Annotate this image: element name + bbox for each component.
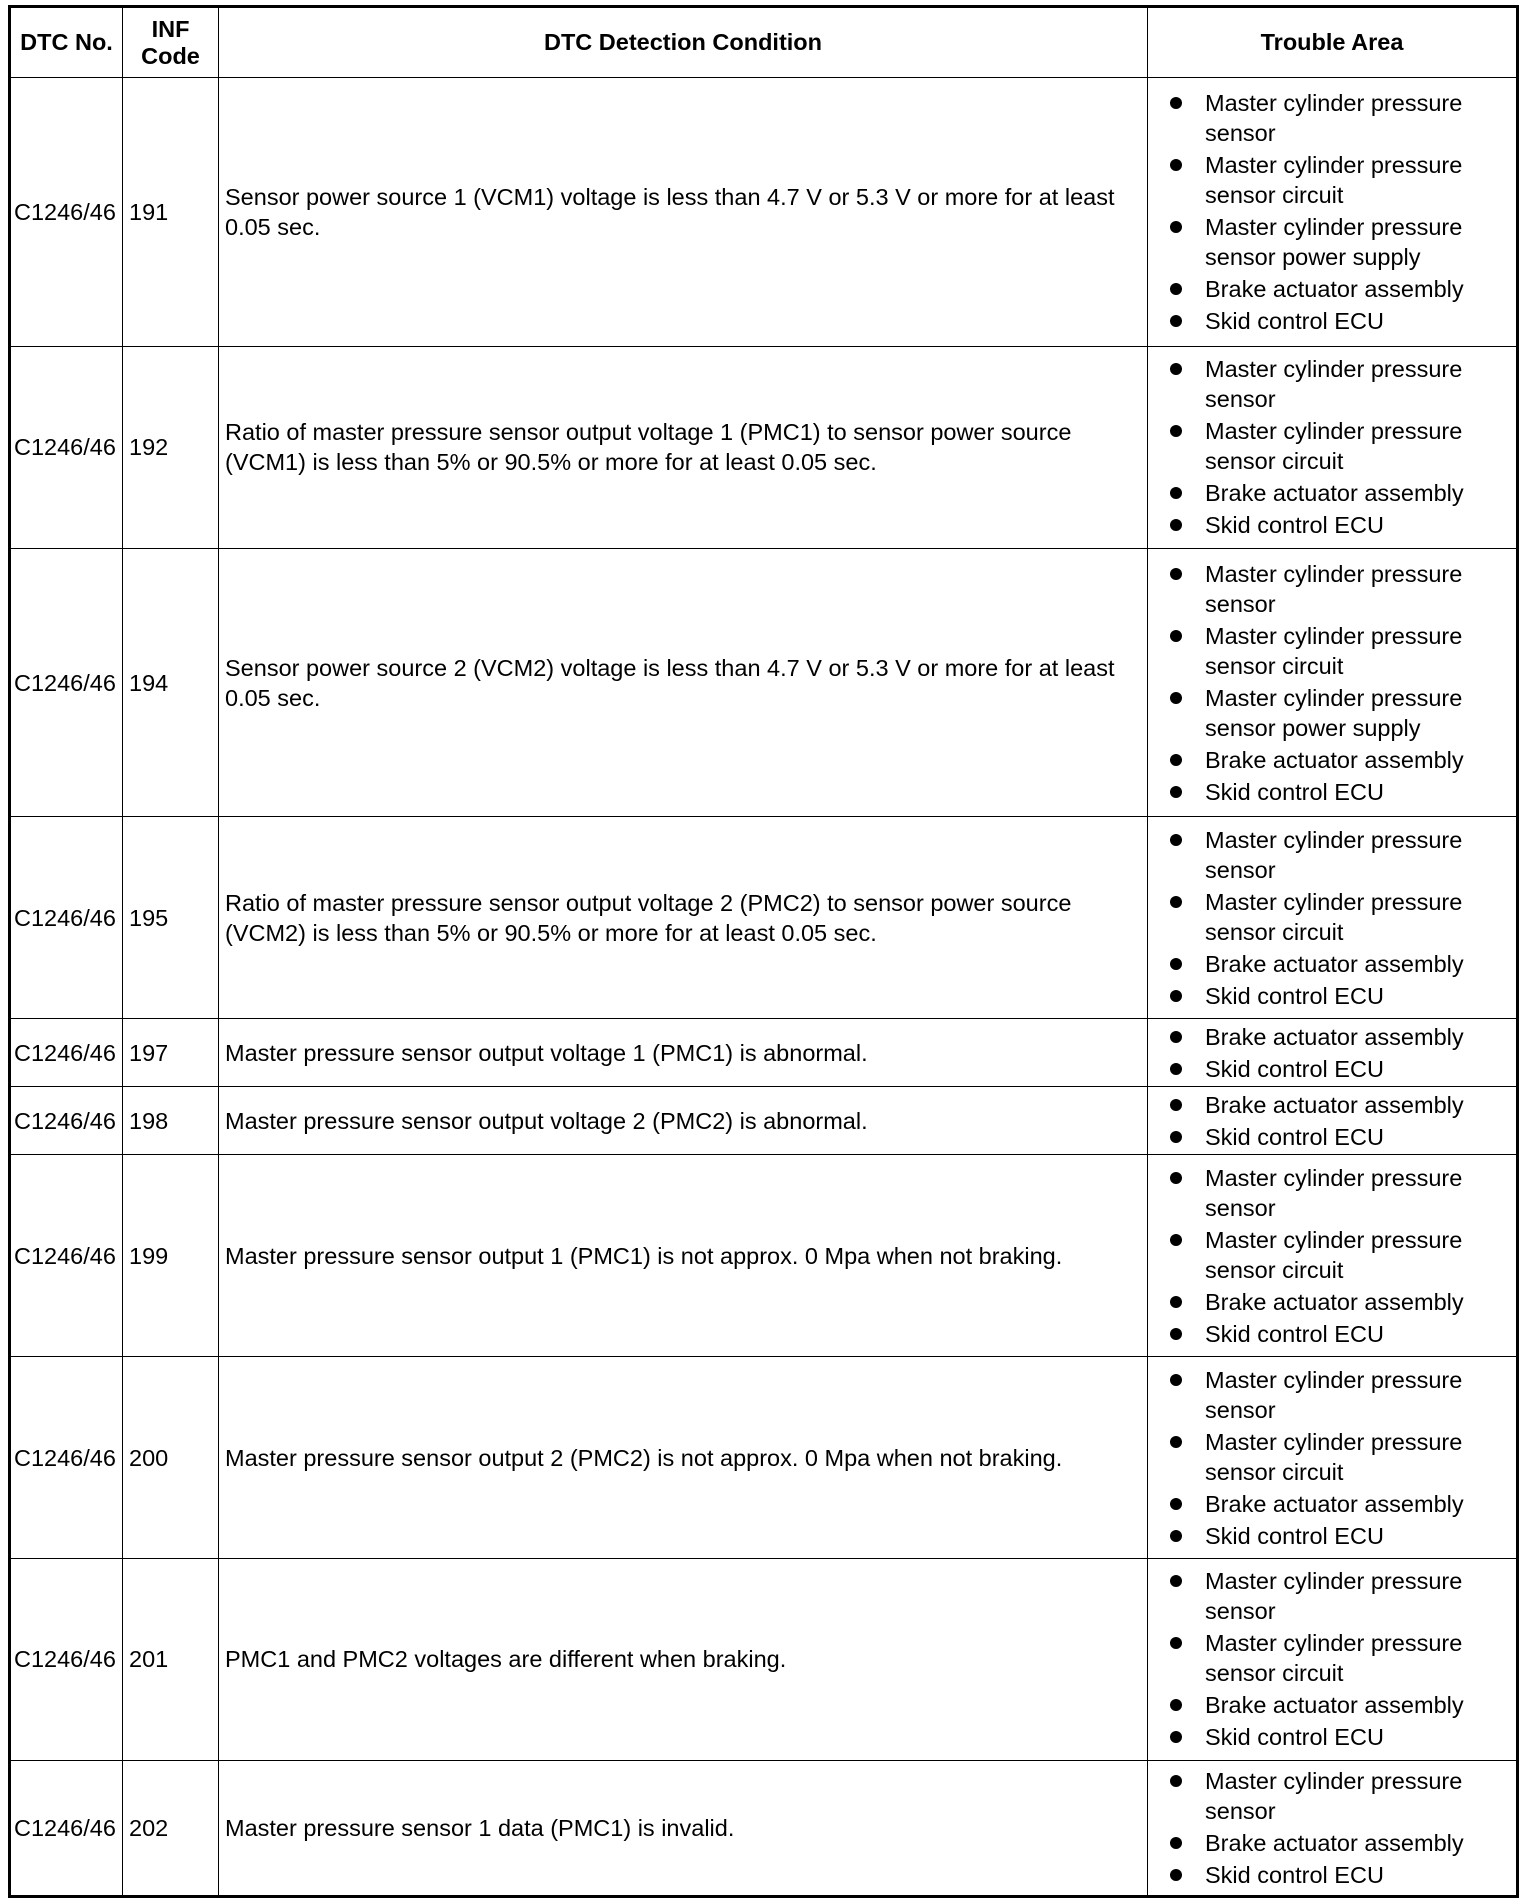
bullet-icon bbox=[1170, 1328, 1182, 1340]
bullet-icon bbox=[1170, 958, 1182, 970]
trouble-area-list bbox=[1170, 1022, 1508, 1084]
trouble-area-text: Master cylinder pressure sensor circuit bbox=[1205, 1428, 1463, 1485]
trouble-area-item bbox=[1170, 777, 1508, 807]
header-trouble-area: Trouble Area bbox=[1148, 7, 1518, 78]
trouble-area-item bbox=[1170, 1690, 1508, 1720]
trouble-area-item bbox=[1170, 1090, 1508, 1120]
trouble-area-text: Master cylinder pressure sensor bbox=[1205, 89, 1463, 146]
bullet-icon bbox=[1170, 1498, 1182, 1510]
trouble-area-item bbox=[1170, 416, 1508, 476]
trouble-area-list bbox=[1170, 1090, 1508, 1152]
trouble-area-item bbox=[1170, 1054, 1508, 1084]
trouble-area-cell bbox=[1148, 78, 1518, 347]
table-row bbox=[10, 1559, 1518, 1761]
detection-condition-cell: PMC1 and PMC2 voltages are different when braking. bbox=[219, 1559, 1148, 1761]
trouble-area-text: Brake actuator assembly bbox=[1205, 275, 1464, 302]
bullet-icon bbox=[1170, 1296, 1182, 1308]
trouble-area-list bbox=[1170, 354, 1508, 540]
trouble-area-text: Skid control ECU bbox=[1205, 982, 1384, 1009]
trouble-area-text: Brake actuator assembly bbox=[1205, 1490, 1464, 1517]
inf-code-cell: 192 bbox=[123, 346, 219, 548]
bullet-icon bbox=[1170, 1637, 1182, 1649]
bullet-icon bbox=[1170, 1374, 1182, 1386]
trouble-area-item bbox=[1170, 150, 1508, 210]
trouble-area-cell bbox=[1148, 1559, 1518, 1761]
trouble-area-cell bbox=[1148, 1019, 1518, 1087]
header-inf-code-line1: INF bbox=[151, 15, 190, 42]
header-inf-code bbox=[123, 7, 219, 78]
bullet-icon bbox=[1170, 568, 1182, 580]
bullet-icon bbox=[1170, 692, 1182, 704]
trouble-area-list bbox=[1170, 1365, 1508, 1551]
bullet-icon bbox=[1170, 1575, 1182, 1587]
detection-condition-cell: Master pressure sensor output 1 (PMC1) is not approx. 0 Mpa when not braking. bbox=[219, 1155, 1148, 1357]
table-row bbox=[10, 1155, 1518, 1357]
trouble-area-text: Master cylinder pressure sensor circuit bbox=[1205, 418, 1463, 475]
trouble-area-list bbox=[1170, 1566, 1508, 1752]
inf-code-cell: 202 bbox=[123, 1760, 219, 1896]
dtc-number-cell: C1246/46 bbox=[10, 1087, 123, 1155]
trouble-area-cell bbox=[1148, 548, 1518, 817]
trouble-area-text: Master cylinder pressure sensor bbox=[1205, 560, 1463, 617]
table-row bbox=[10, 1087, 1518, 1155]
trouble-area-text: Skid control ECU bbox=[1205, 1861, 1384, 1888]
bullet-icon bbox=[1170, 519, 1182, 531]
trouble-area-text: Brake actuator assembly bbox=[1205, 950, 1464, 977]
trouble-area-item bbox=[1170, 621, 1508, 681]
bullet-icon bbox=[1170, 896, 1182, 908]
trouble-area-cell bbox=[1148, 817, 1518, 1019]
trouble-area-text: Skid control ECU bbox=[1205, 512, 1384, 539]
dtc-number-cell: C1246/46 bbox=[10, 817, 123, 1019]
bullet-icon bbox=[1170, 1172, 1182, 1184]
trouble-area-text: Master cylinder pressure sensor power supply bbox=[1205, 213, 1463, 270]
trouble-area-list bbox=[1170, 825, 1508, 1011]
bullet-icon bbox=[1170, 1234, 1182, 1246]
trouble-area-item bbox=[1170, 1489, 1508, 1519]
detection-condition-cell: Sensor power source 1 (VCM1) voltage is less than 4.7 V or 5.3 V or more for at least 0.05 sec. bbox=[219, 78, 1148, 347]
bullet-icon bbox=[1170, 834, 1182, 846]
table-row bbox=[10, 1019, 1518, 1087]
trouble-area-item bbox=[1170, 478, 1508, 508]
dtc-number-cell: C1246/46 bbox=[10, 1760, 123, 1896]
trouble-area-text: Master cylinder pressure sensor circuit bbox=[1205, 1630, 1463, 1687]
dtc-number-cell: C1246/46 bbox=[10, 1559, 123, 1761]
bullet-icon bbox=[1170, 315, 1182, 327]
bullet-icon bbox=[1170, 1869, 1182, 1881]
dtc-number-cell: C1246/46 bbox=[10, 1155, 123, 1357]
trouble-area-item bbox=[1170, 825, 1508, 885]
trouble-area-text: Master cylinder pressure sensor circuit bbox=[1205, 151, 1463, 208]
inf-code-cell: 195 bbox=[123, 817, 219, 1019]
trouble-area-item bbox=[1170, 510, 1508, 540]
bullet-icon bbox=[1170, 283, 1182, 295]
trouble-area-item bbox=[1170, 1566, 1508, 1626]
table-row bbox=[10, 1760, 1518, 1896]
trouble-area-text: Master cylinder pressure sensor bbox=[1205, 1767, 1463, 1824]
bullet-icon bbox=[1170, 754, 1182, 766]
detection-condition-cell: Master pressure sensor output 2 (PMC2) is not approx. 0 Mpa when not braking. bbox=[219, 1357, 1148, 1559]
trouble-area-text: Brake actuator assembly bbox=[1205, 1091, 1464, 1118]
bullet-icon bbox=[1170, 1436, 1182, 1448]
dtc-number-cell: C1246/46 bbox=[10, 1019, 123, 1087]
trouble-area-list bbox=[1170, 559, 1508, 807]
trouble-area-text: Skid control ECU bbox=[1205, 1320, 1384, 1347]
trouble-area-item bbox=[1170, 683, 1508, 743]
trouble-area-text: Brake actuator assembly bbox=[1205, 480, 1464, 507]
dtc-number-cell: C1246/46 bbox=[10, 78, 123, 347]
detection-condition-cell: Master pressure sensor 1 data (PMC1) is invalid. bbox=[219, 1760, 1148, 1896]
inf-code-cell: 194 bbox=[123, 548, 219, 817]
trouble-area-item bbox=[1170, 88, 1508, 148]
detection-condition-cell: Master pressure sensor output voltage 2 (PMC2) is abnormal. bbox=[219, 1087, 1148, 1155]
trouble-area-item bbox=[1170, 1225, 1508, 1285]
trouble-area-item bbox=[1170, 1521, 1508, 1551]
trouble-area-cell bbox=[1148, 1357, 1518, 1559]
bullet-icon bbox=[1170, 487, 1182, 499]
trouble-area-text: Skid control ECU bbox=[1205, 1724, 1384, 1751]
trouble-area-item bbox=[1170, 745, 1508, 775]
bullet-icon bbox=[1170, 1131, 1182, 1143]
inf-code-cell: 200 bbox=[123, 1357, 219, 1559]
bullet-icon bbox=[1170, 425, 1182, 437]
trouble-area-text: Brake actuator assembly bbox=[1205, 746, 1464, 773]
detection-condition-cell: Ratio of master pressure sensor output voltage 2 (PMC2) to sensor power source (VCM2) is less than 5% or 90.5% or more for at least 0.05 sec. bbox=[219, 817, 1148, 1019]
bullet-icon bbox=[1170, 1031, 1182, 1043]
trouble-area-cell bbox=[1148, 1155, 1518, 1357]
dtc-number-cell: C1246/46 bbox=[10, 346, 123, 548]
bullet-icon bbox=[1170, 786, 1182, 798]
inf-code-cell: 199 bbox=[123, 1155, 219, 1357]
bullet-icon bbox=[1170, 1099, 1182, 1111]
detection-condition-cell: Master pressure sensor output voltage 1 (PMC1) is abnormal. bbox=[219, 1019, 1148, 1087]
trouble-area-text: Skid control ECU bbox=[1205, 1522, 1384, 1549]
trouble-area-text: Brake actuator assembly bbox=[1205, 1692, 1464, 1719]
trouble-area-text: Brake actuator assembly bbox=[1205, 1023, 1464, 1050]
bullet-icon bbox=[1170, 1731, 1182, 1743]
trouble-area-cell bbox=[1148, 1760, 1518, 1896]
trouble-area-text: Brake actuator assembly bbox=[1205, 1829, 1464, 1856]
bullet-icon bbox=[1170, 363, 1182, 375]
inf-code-cell: 191 bbox=[123, 78, 219, 347]
dtc-number-cell: C1246/46 bbox=[10, 548, 123, 817]
trouble-area-item bbox=[1170, 1828, 1508, 1858]
trouble-area-text: Master cylinder pressure sensor bbox=[1205, 1366, 1463, 1423]
trouble-area-item bbox=[1170, 1628, 1508, 1688]
trouble-area-text: Master cylinder pressure sensor circuit bbox=[1205, 888, 1463, 945]
trouble-area-item bbox=[1170, 1722, 1508, 1752]
trouble-area-item bbox=[1170, 1427, 1508, 1487]
bullet-icon bbox=[1170, 97, 1182, 109]
inf-code-cell: 197 bbox=[123, 1019, 219, 1087]
trouble-area-item bbox=[1170, 1365, 1508, 1425]
trouble-area-item bbox=[1170, 1022, 1508, 1052]
table-header bbox=[10, 7, 1518, 78]
bullet-icon bbox=[1170, 1775, 1182, 1787]
trouble-area-item bbox=[1170, 1287, 1508, 1317]
trouble-area-item bbox=[1170, 306, 1508, 336]
trouble-area-text: Master cylinder pressure sensor bbox=[1205, 1164, 1463, 1221]
table-row bbox=[10, 548, 1518, 817]
trouble-area-text: Skid control ECU bbox=[1205, 778, 1384, 805]
bullet-icon bbox=[1170, 990, 1182, 1002]
trouble-area-item bbox=[1170, 1122, 1508, 1152]
bullet-icon bbox=[1170, 1699, 1182, 1711]
trouble-area-item bbox=[1170, 1860, 1508, 1890]
trouble-area-list bbox=[1170, 1766, 1508, 1890]
header-row bbox=[10, 7, 1518, 78]
trouble-area-item bbox=[1170, 1319, 1508, 1349]
table-row bbox=[10, 1357, 1518, 1559]
table-row bbox=[10, 78, 1518, 347]
trouble-area-list bbox=[1170, 1163, 1508, 1349]
trouble-area-text: Skid control ECU bbox=[1205, 1055, 1384, 1082]
trouble-area-text: Master cylinder pressure sensor bbox=[1205, 1568, 1463, 1625]
table-body bbox=[10, 78, 1518, 1897]
bullet-icon bbox=[1170, 159, 1182, 171]
trouble-area-item bbox=[1170, 1163, 1508, 1223]
header-inf-code-line2: Code bbox=[141, 42, 200, 69]
bullet-icon bbox=[1170, 1530, 1182, 1542]
trouble-area-item bbox=[1170, 274, 1508, 304]
trouble-area-text: Master cylinder pressure sensor bbox=[1205, 356, 1463, 413]
trouble-area-item bbox=[1170, 354, 1508, 414]
trouble-area-text: Skid control ECU bbox=[1205, 1123, 1384, 1150]
trouble-area-text: Master cylinder pressure sensor circuit bbox=[1205, 622, 1463, 679]
trouble-area-list bbox=[1170, 88, 1508, 336]
trouble-area-text: Brake actuator assembly bbox=[1205, 1288, 1464, 1315]
trouble-area-text: Master cylinder pressure sensor power supply bbox=[1205, 684, 1463, 741]
inf-code-cell: 201 bbox=[123, 1559, 219, 1761]
trouble-area-item bbox=[1170, 949, 1508, 979]
table-row bbox=[10, 817, 1518, 1019]
trouble-area-cell bbox=[1148, 346, 1518, 548]
trouble-area-item bbox=[1170, 212, 1508, 272]
bullet-icon bbox=[1170, 1837, 1182, 1849]
bullet-icon bbox=[1170, 630, 1182, 642]
trouble-area-item bbox=[1170, 887, 1508, 947]
trouble-area-text: Master cylinder pressure sensor circuit bbox=[1205, 1226, 1463, 1283]
detection-condition-cell: Sensor power source 2 (VCM2) voltage is less than 4.7 V or 5.3 V or more for at least 0.05 sec. bbox=[219, 548, 1148, 817]
bullet-icon bbox=[1170, 1063, 1182, 1075]
header-dtc-no: DTC No. bbox=[10, 7, 123, 78]
trouble-area-item bbox=[1170, 1766, 1508, 1826]
bullet-icon bbox=[1170, 221, 1182, 233]
trouble-area-cell bbox=[1148, 1087, 1518, 1155]
dtc-table bbox=[8, 5, 1519, 1898]
header-condition: DTC Detection Condition bbox=[219, 7, 1148, 78]
trouble-area-item bbox=[1170, 559, 1508, 619]
trouble-area-text: Master cylinder pressure sensor bbox=[1205, 826, 1463, 883]
trouble-area-item bbox=[1170, 981, 1508, 1011]
table-row bbox=[10, 346, 1518, 548]
trouble-area-text: Skid control ECU bbox=[1205, 307, 1384, 334]
dtc-number-cell: C1246/46 bbox=[10, 1357, 123, 1559]
inf-code-cell: 198 bbox=[123, 1087, 219, 1155]
detection-condition-cell: Ratio of master pressure sensor output voltage 1 (PMC1) to sensor power source (VCM1) is less than 5% or 90.5% or more for at least 0.05 sec. bbox=[219, 346, 1148, 548]
